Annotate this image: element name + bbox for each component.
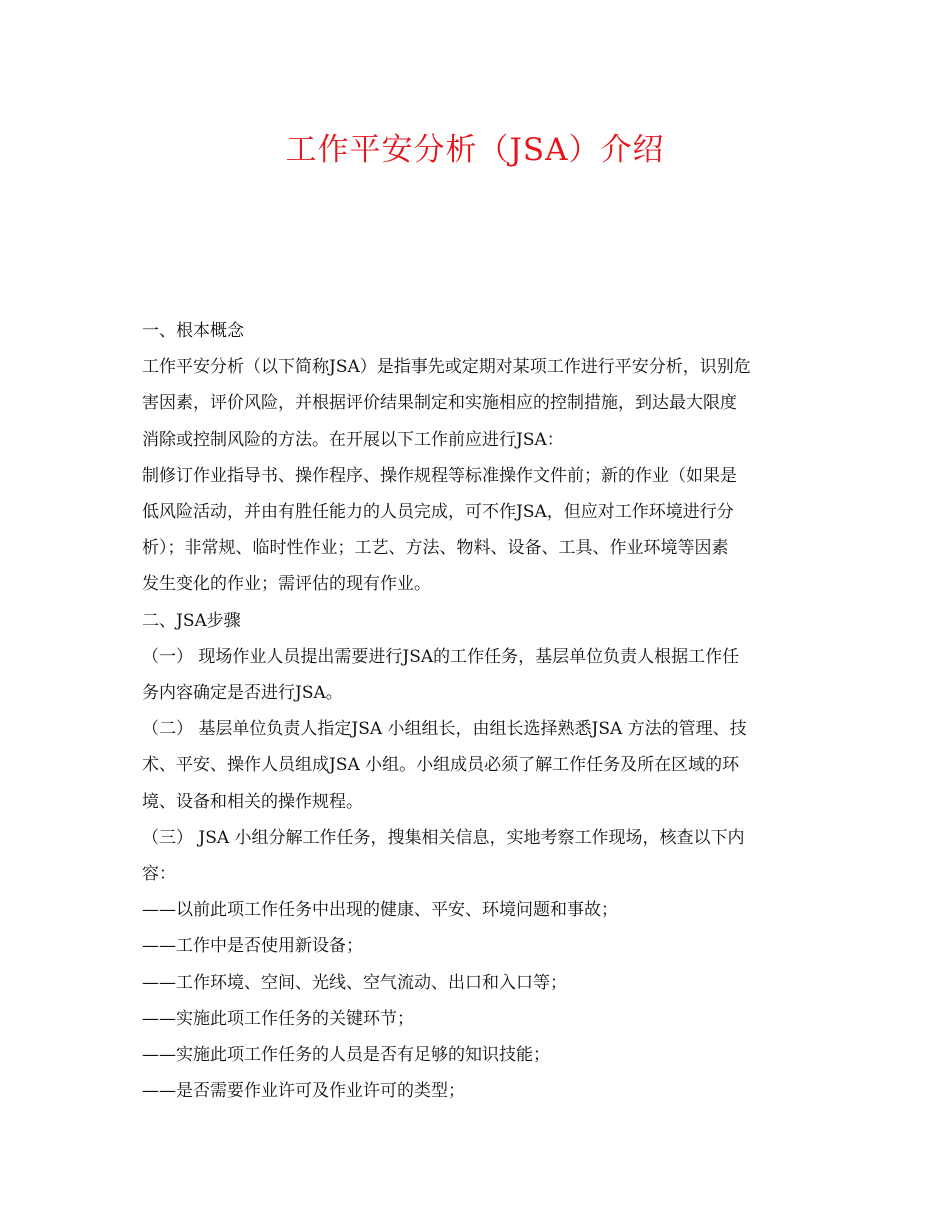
section-heading: 二、JSA步骤 <box>142 610 241 631</box>
paragraph-line: （三） JSA 小组分解工作任务，搜集相关信息，实地考察工作现场，核查以下内 <box>142 827 745 848</box>
paragraph-line: 容： <box>142 864 176 885</box>
list-item: ——实施此项工作任务的人员是否有足够的知识技能； <box>142 1045 550 1066</box>
paragraph-line: 析）；非常规、临时性作业；工艺、方法、物料、设备、工具、作业环境等因素 <box>142 538 729 559</box>
list-item: ——以前此项工作任务中出现的健康、平安、环境问题和事故； <box>142 900 618 921</box>
paragraph-line: 制修订作业指导书、操作程序、操作规程等标准操作文件前；新的作业（如果是 <box>142 465 737 486</box>
paragraph-line: 工作平安分析（以下简称JSA）是指事先或定期对某项工作进行平安分析，识别危 <box>142 357 751 378</box>
list-item: ——是否需要作业许可及作业许可的类型； <box>142 1081 465 1102</box>
paragraph-line: （一） 现场作业人员提出需要进行JSA的工作任务，基层单位负责人根据工作任 <box>142 646 740 667</box>
document-title: 工作平安分析（JSA）介绍 <box>285 132 665 168</box>
list-item: ——工作中是否使用新设备； <box>142 936 363 957</box>
paragraph-line: （二） 基层单位负责人指定JSA 小组组长，由组长选择熟悉JSA 方法的管理、技 <box>142 719 747 740</box>
paragraph-line: 术、平安、操作人员组成JSA 小组。小组成员必须了解工作任务及所在区域的环 <box>142 755 740 776</box>
document-body <box>142 313 810 1109</box>
list-item: ——工作环境、空间、光线、空气流动、出口和入口等； <box>142 972 567 993</box>
paragraph-line: 发生变化的作业；需评估的现有作业。 <box>142 574 431 595</box>
paragraph-line: 务内容确定是否进行JSA。 <box>142 683 343 704</box>
paragraph-line: 消除或控制风险的方法。在开展以下工作前应进行JSA： <box>142 429 564 450</box>
paragraph-line: 低风险活动，并由有胜任能力的人员完成，可不作JSA，但应对工作环境进行分 <box>142 502 734 523</box>
paragraph-line: 害因素，评价风险，并根据评价结果制定和实施相应的控制措施，到达最大限度 <box>142 393 737 414</box>
list-item: ——实施此项工作任务的关键环节； <box>142 1008 414 1029</box>
section-heading: 一、根本概念 <box>142 321 244 341</box>
paragraph-line: 境、设备和相关的操作规程。 <box>142 791 363 812</box>
